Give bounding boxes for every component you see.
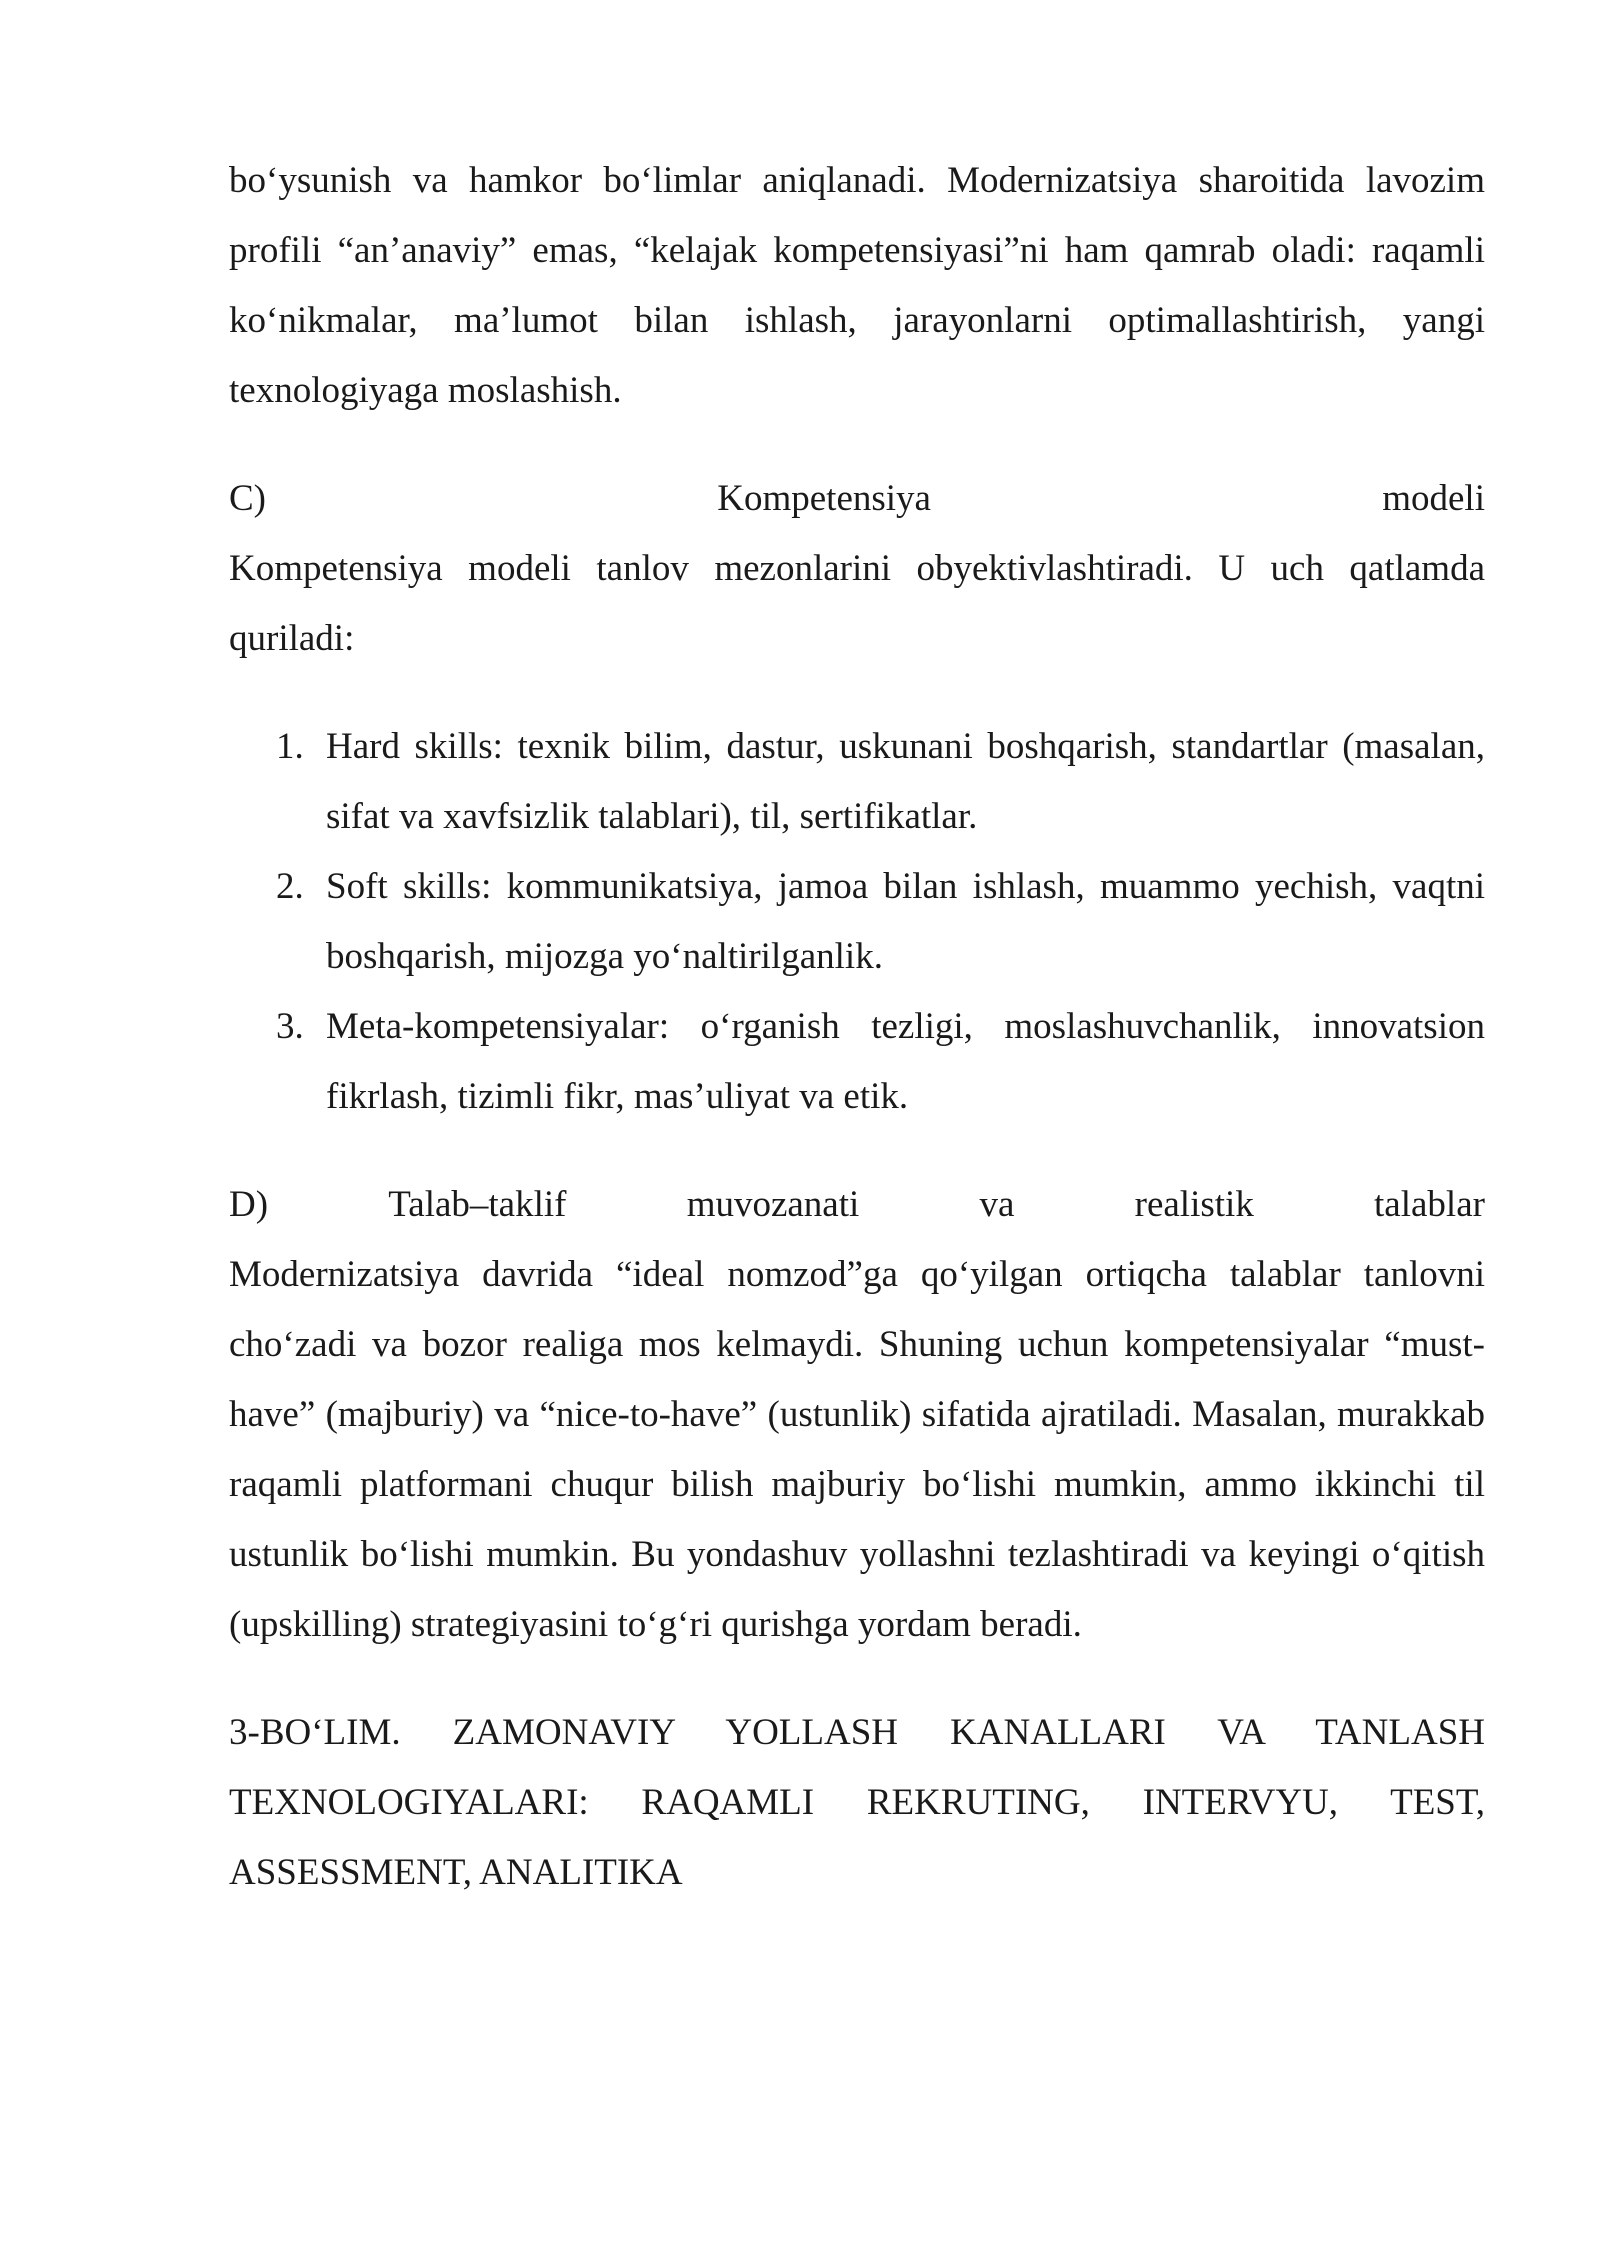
section-d-letter: D) xyxy=(229,1184,269,1225)
section-c-word-2: modeli xyxy=(1382,478,1485,519)
list-item-text: Meta-kompetensiyalar: o‘rganish tezligi, moslashuvchanlik, innovatsion fikrlash, tizimli fikr, mas’uliyat va etik. xyxy=(326,1006,1485,1117)
section-d-body: Modernizatsiya davrida “ideal nomzod”ga qo‘yilgan ortiqcha talablar tanlovni cho‘zadi va bozor realiga mos kelmaydi. Shuning uchun kompetensiyalar “must-have” (majburiy) va “nice-to-have” (ustunlik) sifatida ajratiladi. Masalan, murakkab raqamli platformani chuqur bilish majburiy bo‘lishi mumkin, ammo ikkinchi til ustunlik bo‘lishi mumkin. Bu yondashuv yollashni tezlashtiradi va keyingi o‘qitish (upskilling) strategiyasini to‘g‘ri qurishga yordam beradi. xyxy=(229,1254,1485,1645)
document-page xyxy=(229,146,1485,1908)
section-c-word-1: Kompetensiya xyxy=(717,478,931,519)
list-item-number: 3. xyxy=(276,1006,304,1047)
list-item-number: 1. xyxy=(276,726,304,767)
section-c-letter: C) xyxy=(229,478,266,519)
list-item xyxy=(229,852,1485,992)
section-c-heading xyxy=(229,464,1485,534)
section-d-word-1: Talab–taklif xyxy=(388,1184,567,1225)
list-item-text: Hard skills: texnik bilim, dastur, uskunani boshqarish, standartlar (masalan, sifat va xavfsizlik talablari), til, sertifikatlar. xyxy=(326,726,1485,837)
section-d-word-2: muvozanati xyxy=(686,1184,860,1225)
section-d-heading xyxy=(229,1170,1485,1240)
skills-list xyxy=(229,712,1485,1132)
list-item-number: 2. xyxy=(276,866,304,907)
list-item xyxy=(229,992,1485,1132)
list-item xyxy=(229,712,1485,852)
section-d-word-4: realistik xyxy=(1134,1184,1254,1225)
list-item-text: Soft skills: kommunikatsiya, jamoa bilan ishlash, muammo yechish, vaqtni boshqarish, mijozga yo‘naltirilganlik. xyxy=(326,866,1485,977)
section-c-body: Kompetensiya modeli tanlov mezonlarini obyektivlashtiradi. U uch qatlamda quriladi: xyxy=(229,548,1485,659)
chapter-heading: 3-BO‘LIM. ZAMONAVIY YOLLASH KANALLARI VA TANLASH TEXNOLOGIYALARI: RAQAMLI REKRUTING, INTERVYU, TEST, ASSESSMENT, ANALITIKA xyxy=(229,1712,1485,1893)
section-d-word-5: talablar xyxy=(1374,1184,1485,1225)
section-d-word-3: va xyxy=(979,1184,1015,1225)
intro-paragraph: bo‘ysunish va hamkor bo‘limlar aniqlanadi. Modernizatsiya sharoitida lavozim profili “an’anaviy” emas, “kelajak kompetensiyasi”ni ham qamrab oladi: raqamli ko‘nikmalar, ma’lumot bilan ishlash, jarayonlarni optimallashtirish, yangi texnologiyaga moslashish. xyxy=(229,160,1485,411)
